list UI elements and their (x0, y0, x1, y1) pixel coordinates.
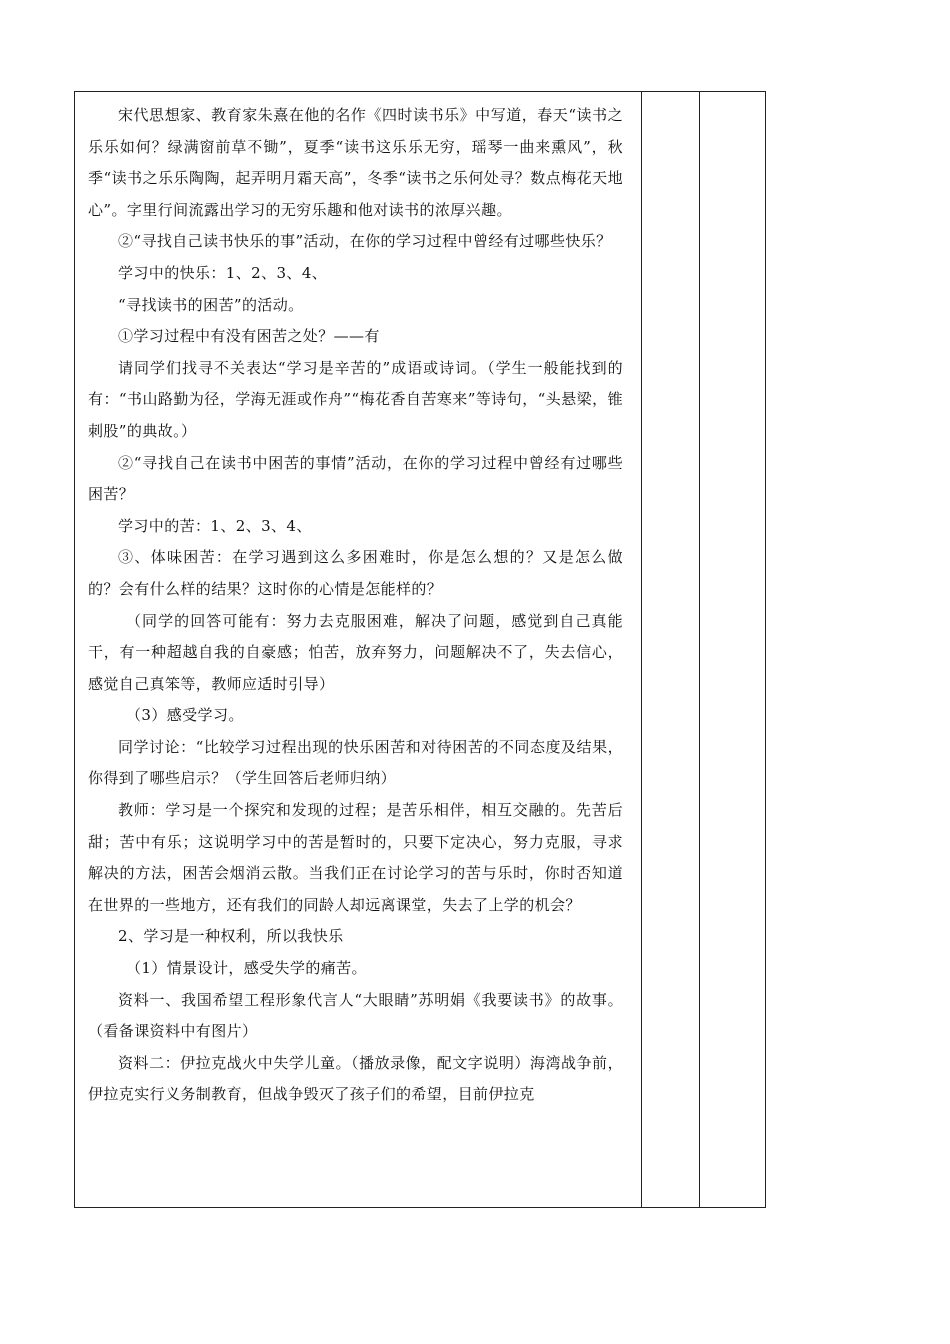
paragraph: （3）感受学习。 (126, 706, 244, 725)
paragraph: 学习中的快乐：1、2、3、4、 (118, 263, 328, 282)
paragraph: （同学的回答可能有：努力去克服困难，解决了问题，感觉到自己真能干，有一种超越自我的自豪感；怕苦，放弃努力，问题解决不了，失去信心，感觉自己真笨等，教师应适时引导） (88, 611, 623, 693)
paragraph: 资料一、我国希望工程形象代言人“大眼睛”苏明娟《我要读书》的故事。（看备课资料中有图片） (88, 990, 623, 1041)
paragraph: （1）情景设计，感受失学的痛苦。 (126, 959, 367, 978)
paragraph: ①学习过程中有没有困苦之处？——有 (118, 327, 380, 346)
paragraph: 教师：学习是一个探究和发现的过程；是苦乐相伴，相互交融的。先苦后甜；苦中有乐；这说明学习中的苦是暂时的，只要下定决心，努力克服，寻求解决的方法，困苦会烟消云散。当我们正在讨论学习的苦与乐时，你时否知道在世界的一些地方，还有我们的同龄人却远离课堂，失去了上学的机会？ (88, 801, 623, 914)
paragraph: 学习中的苦：1、2、3、4、 (118, 516, 312, 535)
paragraph: 请同学们找寻不关表达“学习是辛苦的”成语或诗词。（学生一般能找到的有：“书山路勤为径，学海无涯或作舟”“梅花香自苦寒来”等诗句，“头悬梁，锥刺股”的典故。） (88, 358, 623, 440)
paragraph: 2、学习是一种权利，所以我快乐 (118, 927, 344, 946)
lesson-text (88, 100, 623, 1111)
empty-cell-middle (642, 92, 700, 1207)
lesson-content-cell (75, 92, 642, 1207)
paragraph: 同学讨论：“比较学习过程出现的快乐困苦和对待困苦的不同态度及结果，你得到了哪些启示？（学生回答后老师归纳） (88, 737, 623, 788)
paragraph: “寻找读书的困苦”的活动。 (118, 295, 304, 314)
paragraph: ③、体味困苦：在学习遇到这么多困难时，你是怎么想的？又是怎么做的？会有什么样的结果？这时你的心情是怎能样的？ (88, 548, 623, 598)
paragraph: ②“寻找自己在读书中困苦的事情”活动，在你的学习过程中曾经有过哪些困苦？ (88, 453, 623, 504)
paragraph: 宋代思想家、教育家朱熹在他的名作《四时读书乐》中写道，春天“读书之乐乐如何？绿满窗前草不锄”，夏季“读书这乐乐无穷，瑶琴一曲来熏风”，秋季“读书之乐乐陶陶，起弄明月霜天高”，冬季“读书之乐何处寻？数点梅花天地心”。字里行间流露出学习的无穷乐趣和他对读书的浓厚兴趣。 (88, 106, 623, 219)
paragraph: ②“寻找自己读书快乐的事”活动，在你的学习过程中曾经有过哪些快乐？ (118, 232, 612, 251)
lesson-plan-table (74, 91, 766, 1208)
empty-cell-right (700, 92, 765, 1207)
paragraph: 资料二：伊拉克战火中失学儿童。（播放录像，配文字说明）海湾战争前，伊拉克实行义务制教育，但战争毁灭了孩子们的希望，目前伊拉克 (88, 1053, 623, 1104)
